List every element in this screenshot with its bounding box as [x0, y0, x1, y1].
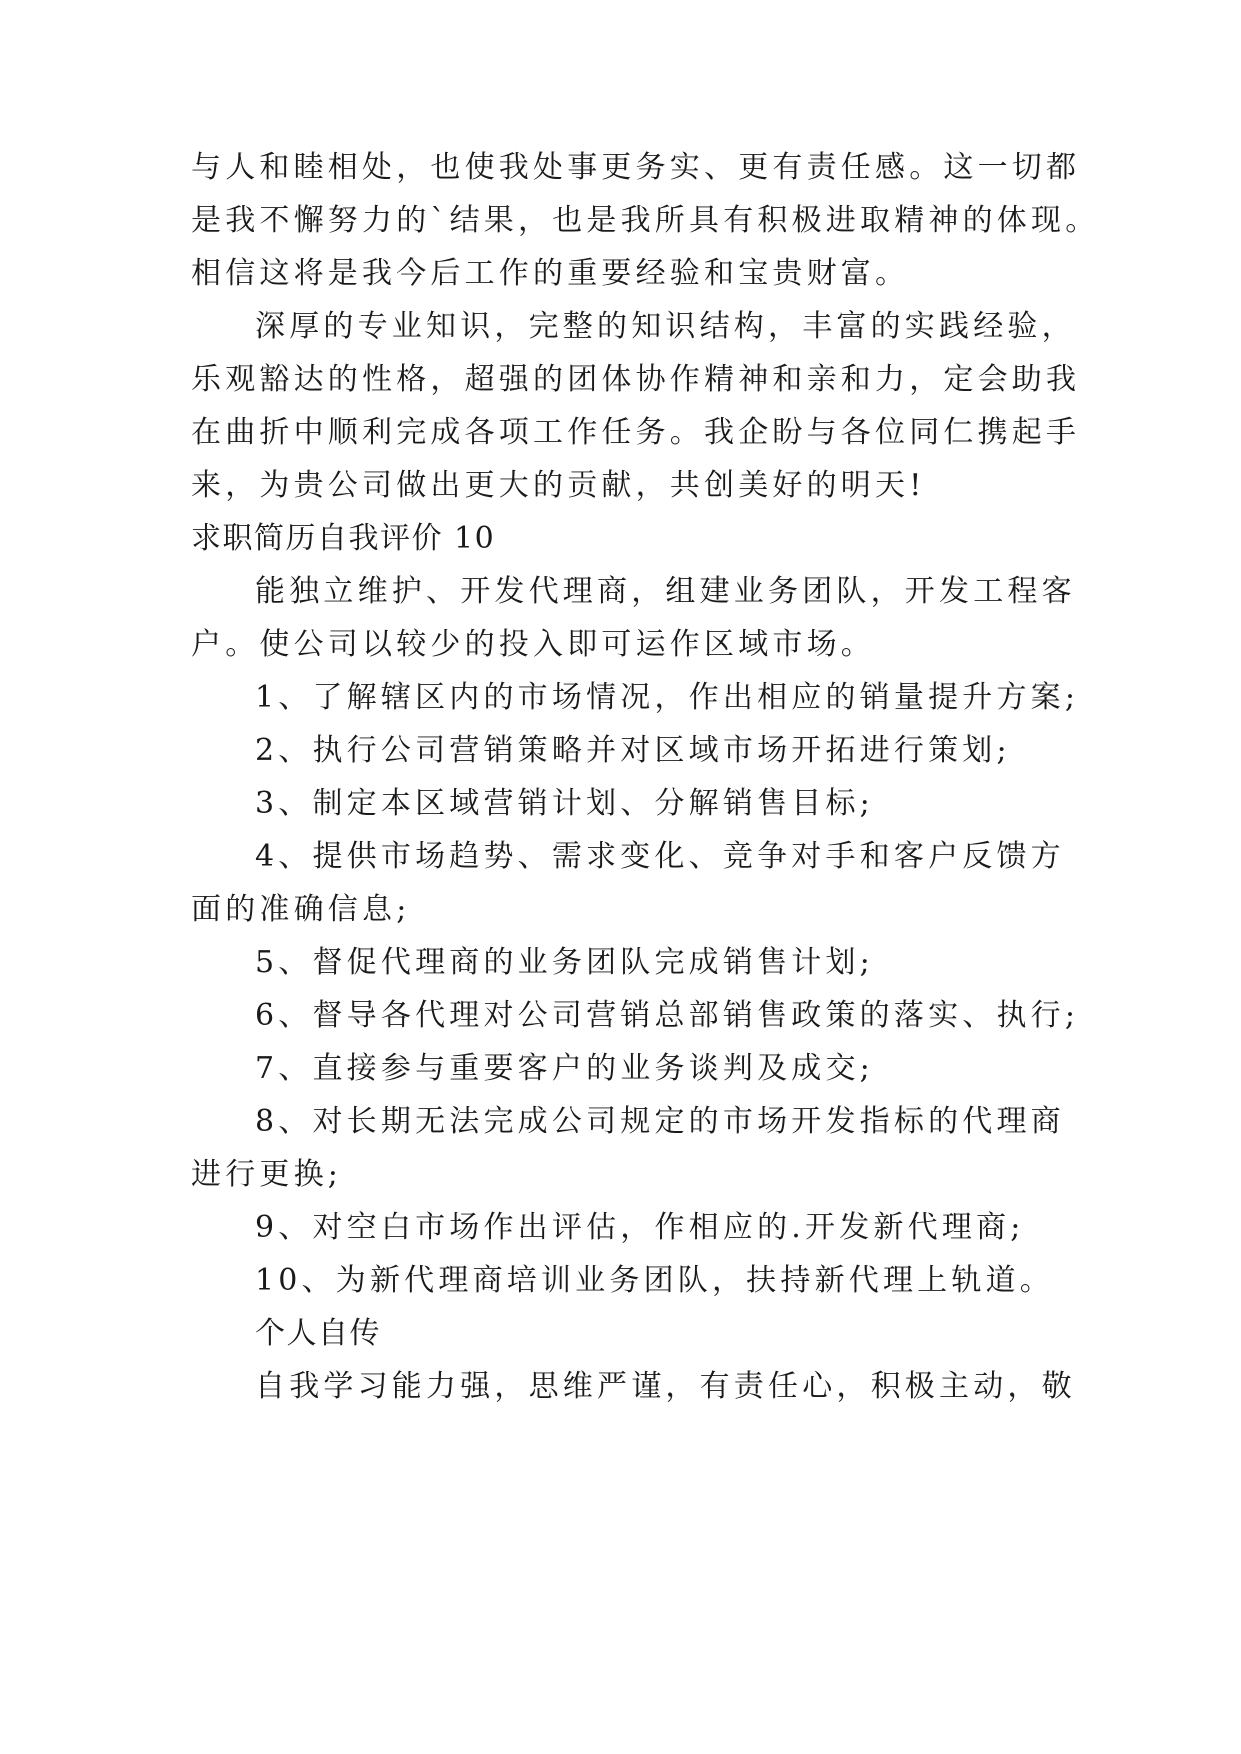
- list-item: 10、为新代理商培训业务团队，扶持新代理上轨道。: [255, 1263, 1054, 1298]
- paragraph-start-line: 能独立维护、开发代理商，组建业务团队，开发工程客: [255, 574, 1076, 609]
- list-item: 4、提供市场趋势、需求变化、竞争对手和客户反馈方: [255, 839, 1065, 874]
- list-item-continuation: 面的准确信息;: [191, 892, 411, 927]
- list-item: 3、制定本区域营销计划、分解销售目标;: [255, 786, 874, 821]
- list-item: 9、对空白市场作出评估，作相应的.开发新代理商;: [255, 1210, 1025, 1245]
- text-line: 是我不懈努力的`结果，也是我所具有积极进取精神的体现。: [191, 203, 1100, 238]
- list-item-continuation: 进行更换;: [191, 1157, 343, 1192]
- list-item: 7、直接参与重要客户的业务谈判及成交;: [255, 1051, 874, 1086]
- text-line: 户。使公司以较少的投入即可运作区域市场。: [191, 627, 875, 662]
- list-item: 1、了解辖区内的市场情况，作出相应的销量提升方案;: [255, 680, 1080, 715]
- text-line: 来，为贵公司做出更大的贡献，共创美好的明天!: [191, 468, 926, 503]
- list-item: 2、执行公司营销策略并对区域市场开拓进行策划;: [255, 733, 1011, 768]
- list-item: 8、对长期无法完成公司规定的市场开发指标的代理商: [255, 1104, 1065, 1139]
- list-item: 5、督促代理商的业务团队完成销售计划;: [255, 945, 874, 980]
- section-heading: 个人自传: [255, 1316, 381, 1351]
- text-line: 相信这将是我今后工作的重要经验和宝贵财富。: [191, 256, 910, 291]
- paragraph-start-line: 自我学习能力强，思维严谨，有责任心，积极主动，敬: [255, 1369, 1076, 1404]
- list-item: 6、督导各代理对公司营销总部销售政策的落实、执行;: [255, 998, 1080, 1033]
- text-line: 在曲折中顺利完成各项工作任务。我企盼与各位同仁携起手: [191, 415, 1081, 450]
- text-line: 与人和睦相处，也使我处事更务实、更有责任感。这一切都: [191, 150, 1081, 185]
- section-heading: 求职简历自我评价 10: [191, 521, 496, 556]
- paragraph-start-line: 深厚的专业知识，完整的知识结构，丰富的实践经验，: [255, 309, 1076, 344]
- text-line: 乐观豁达的性格，超强的团体协作精神和亲和力，定会助我: [191, 362, 1081, 397]
